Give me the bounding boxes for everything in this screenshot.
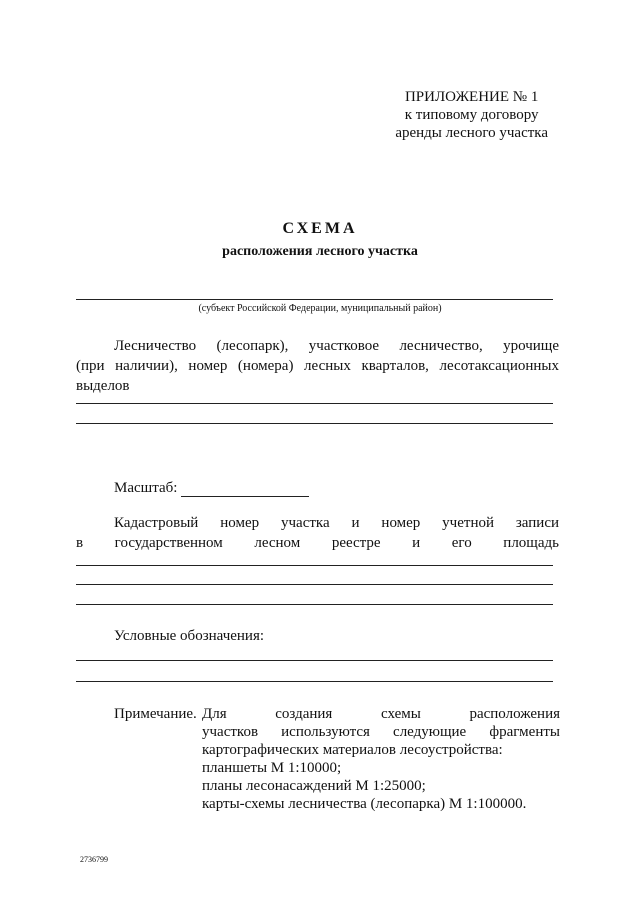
appendix-line-3: аренды лесного участка (395, 125, 548, 141)
legend-fill-line-2 (76, 681, 553, 682)
note-line-4: планшеты М 1:10000; (202, 760, 342, 776)
document-title: СХЕМА (282, 220, 358, 237)
note-line-3: картографических материалов лесоустройства: (202, 742, 503, 758)
document-subtitle: расположения лесного участка (222, 244, 418, 259)
note-label: Примечание. (114, 706, 197, 722)
subject-caption: (субъект Российской Федерации, муниципальный район) (198, 303, 442, 314)
subject-fill-line (76, 299, 553, 300)
forestry-paragraph (76, 336, 559, 396)
note-body (202, 705, 560, 813)
cadastral-paragraph (76, 513, 559, 553)
note-line-6: карты-схемы лесничества (лесопарка) М 1:100000. (202, 796, 527, 812)
appendix-line-2: к типовому договору (404, 107, 539, 123)
legend-fill-line-1 (76, 660, 553, 661)
cadastral-fill-line-3 (76, 604, 553, 605)
scale-row (114, 480, 309, 497)
cadastral-fill-line-2 (76, 584, 553, 585)
document-number: 2736799 (80, 855, 108, 864)
forestry-line-2: (при наличии), номер (номера) лесных кварталов, лесотаксационных (76, 358, 559, 374)
cadastral-fill-line-1 (76, 565, 553, 566)
legend-label: Условные обозначения: (114, 628, 265, 644)
scale-label: Масштаб: (114, 480, 178, 496)
note-line-1: Для создания схемы расположения (202, 706, 560, 722)
forestry-line-3: выделов (76, 378, 130, 394)
scale-fill-line (181, 482, 309, 497)
forestry-fill-line-2 (76, 423, 553, 424)
appendix-header (395, 88, 548, 142)
appendix-line-1: ПРИЛОЖЕНИЕ № 1 (404, 89, 539, 105)
forestry-line-1: Лесничество (лесопарк), участковое лесничество, урочище (114, 338, 559, 354)
note-line-5: планы лесонасаждений М 1:25000; (202, 778, 426, 794)
forestry-fill-line-1 (76, 403, 553, 404)
cadastral-line-2: в государственном лесном реестре и его площадь (76, 535, 559, 551)
note-block (114, 705, 560, 813)
cadastral-line-1: Кадастровый номер участка и номер учетной записи (114, 515, 559, 531)
note-line-2: участков используются следующие фрагменты (202, 724, 560, 740)
